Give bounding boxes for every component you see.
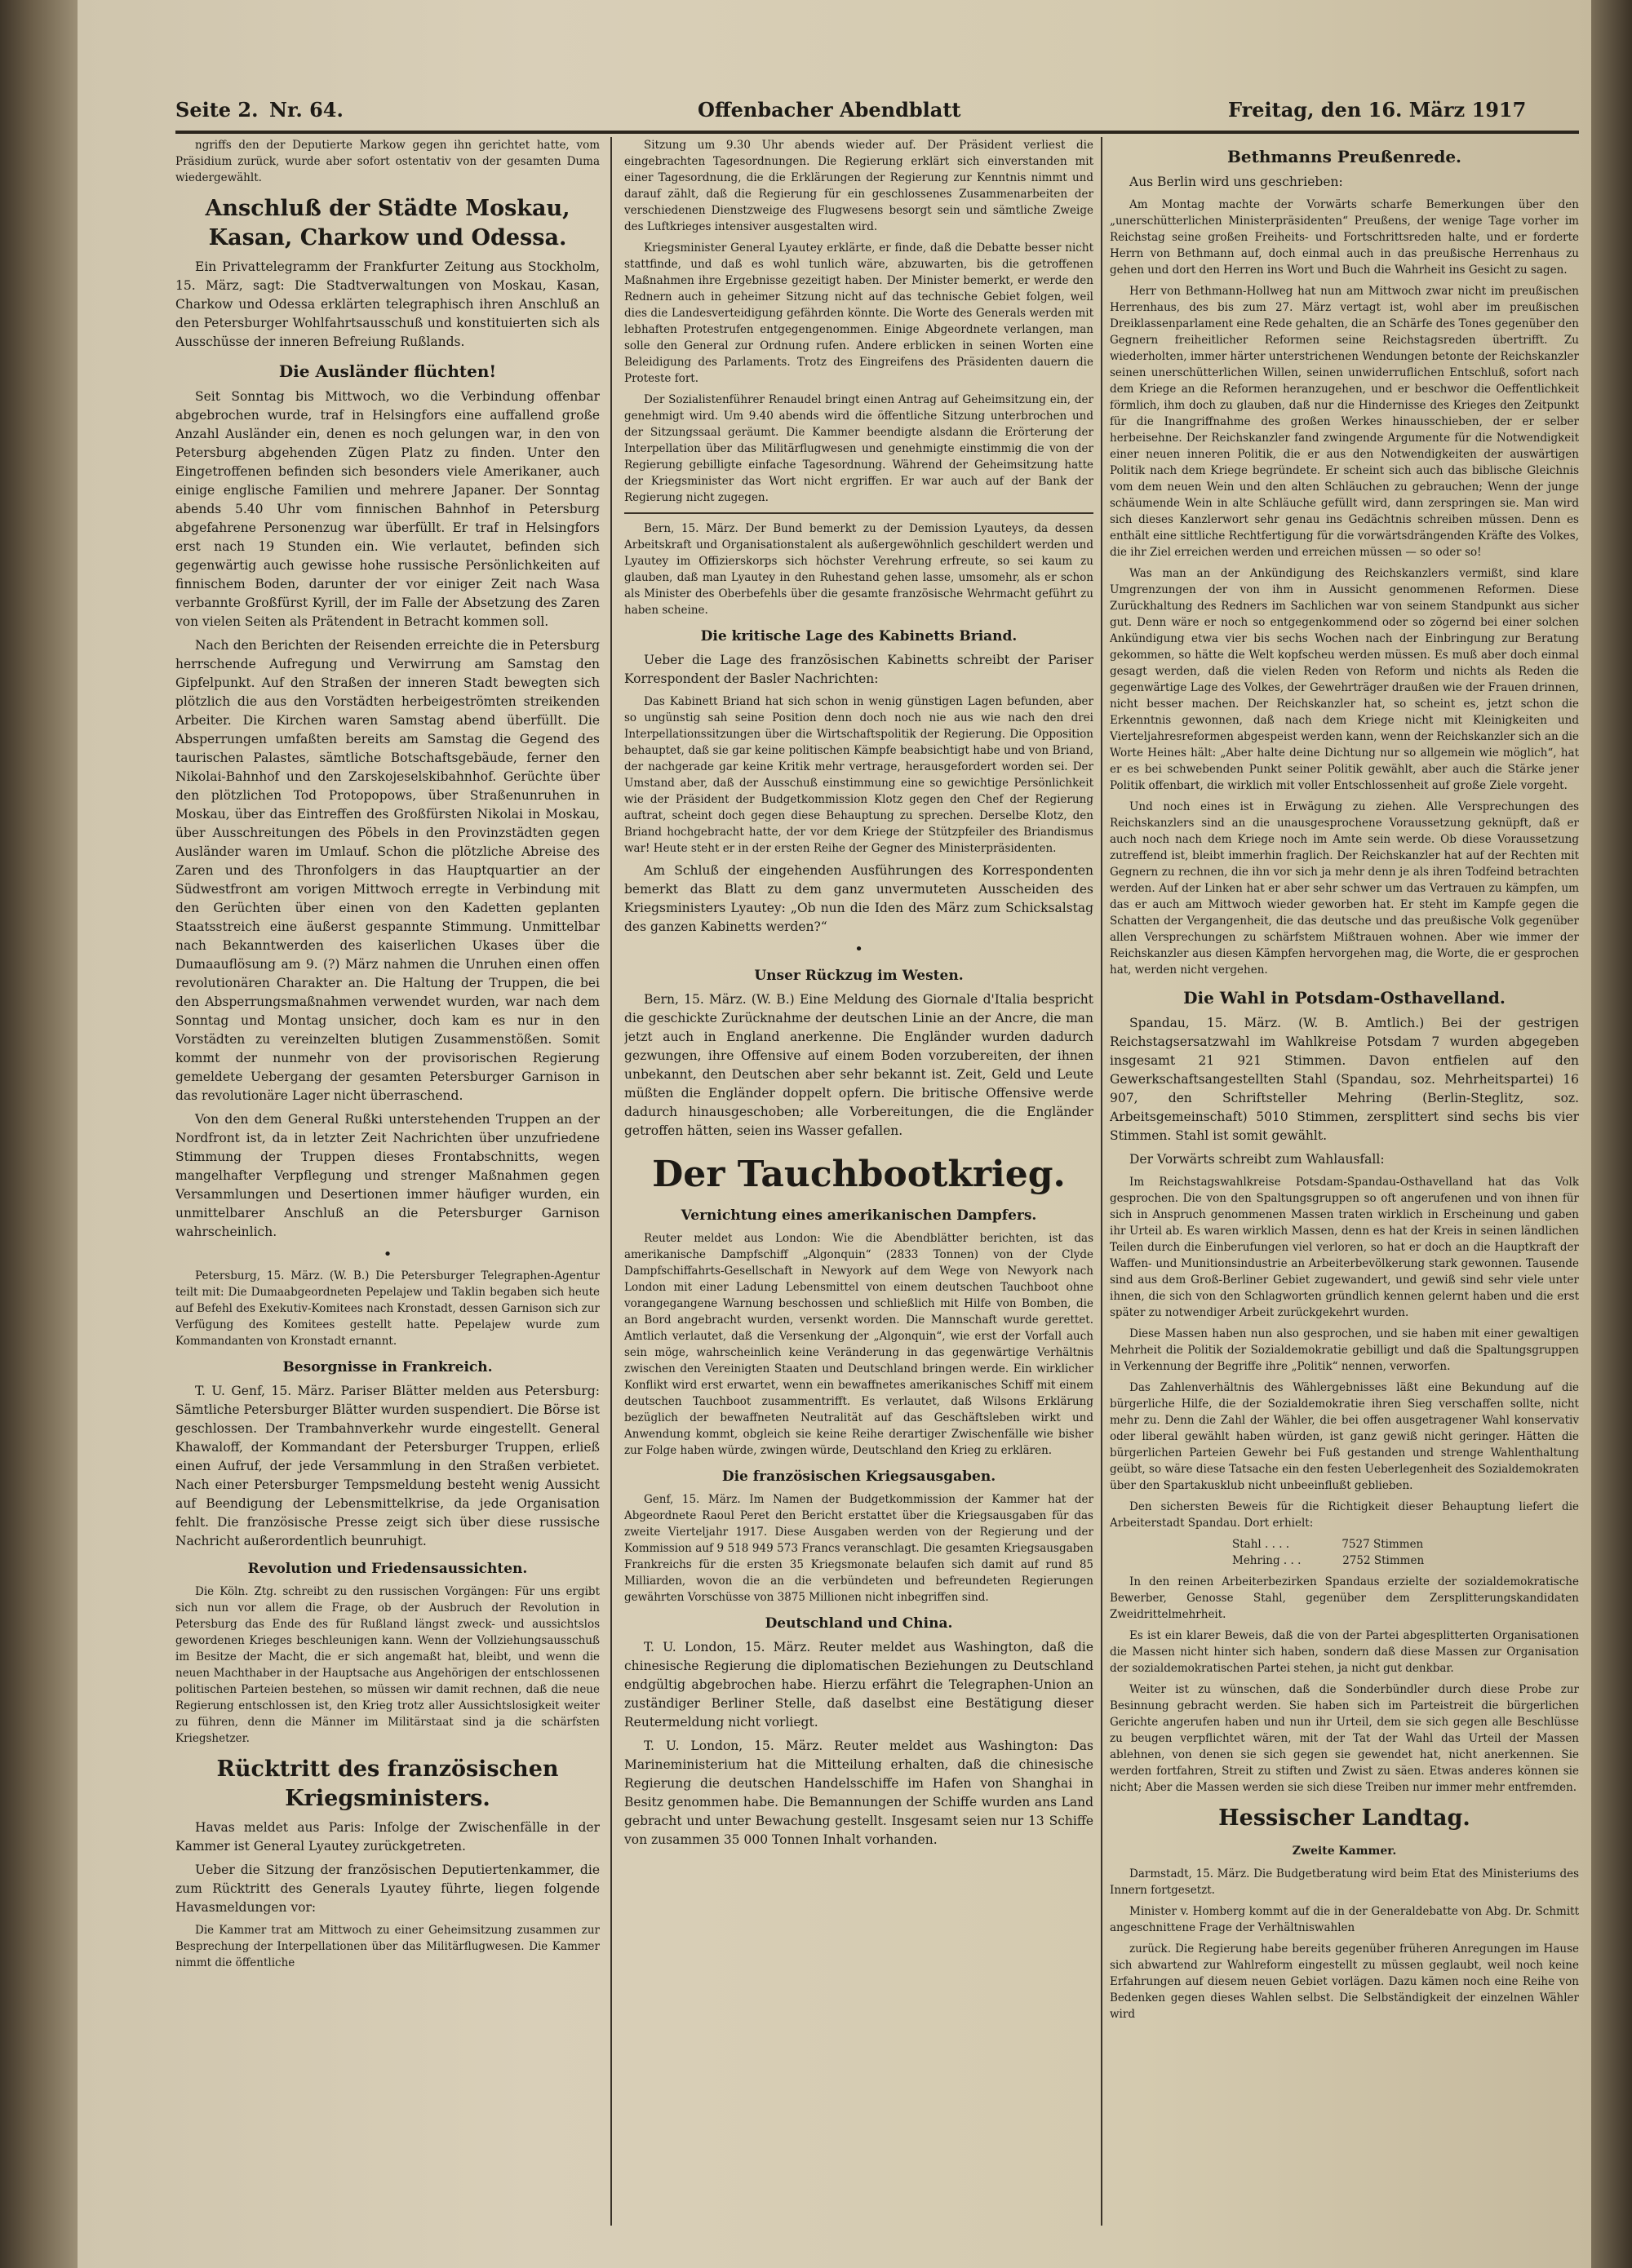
vote-row-stahl: Stahl . . . . 7527 Stimmen bbox=[1232, 1538, 1424, 1551]
article-text: Im Reichstagswahlkreise Potsdam-Spandau-Osthavelland hat das Volk gesprochen. Die von den Spaltungsgruppen so oft angerufenen und von ihnen für sich in Anspruch genommenen Massen traten wirklich in Erscheinung und gaben ihr Urteil ab. Es waren wirklich Massen, denn es hat der Kreis in seinen ländlichen Teilen durch die Einberufungen viel verloren, so hat er doch an die Hauptkraft der Waffen- und Munitionsindustrie an Arbeiterbevölkerung stark gewonnen. Tausende sind aus dem Groß-Berliner Gebiet zugewandert, und gewiß sind sehr viele unter ihnen, die sich von den Schlagworten gründlich kennen gelernt haben und die erst später zu notwendiger Arbeit zurückgekehrt wurden. bbox=[1110, 1176, 1579, 1319]
binding-edge-left bbox=[0, 0, 78, 2268]
vote-count: 2752 Stimmen bbox=[1342, 1554, 1425, 1567]
subheadline: Zweite Kammer. bbox=[1292, 1845, 1397, 1858]
article-text: Das Zahlenverhältnis des Wählergebnisses läßt eine Bekundung auf die bürgerliche Hilfe, die der Sozialdemokratie ihren Sieg verschaffen sollte, nicht mehr zu. Denn die Zahl der Wähler, die bei offen ausgetragener Wahl konservativ oder liberal gewählt haben würden, ist ganz gewiß nicht geringer. Hätten die bürgerlichen Parteien Gewehr bei Fuß gestanden und strenge Wahlenthaltung geübt, so wäre diese Tatsache ein den festen Ueberlegenheit des Sozialdemokraten über den Spartakusklub nicht unbeeinflußt geblieben. bbox=[1110, 1381, 1579, 1492]
article-text: Das Kabinett Briand hat sich schon in wenig günstigen Lagen befunden, aber so ungünstig sah seine Position denn doch noch nie aus wie nach den drei Interpellationssitzungen über die Wirtschaftspolitik der Regierung. Die Opposition behauptet, daß sie gar keine politischen Kämpfe beabsichtigt habe und von Briand, der nachgerade gar keine Kritik mehr vertrage, herausgefordert worden sei. Der Umstand aber, daß der Ausschuß einstimmung eine so gewichtige Persönlichkeit wie der Präsident der Budgetkommission Klotz gegen den Chef der Regierung auftrat, scheint doch gegen diese Behauptung zu sprechen. Derselbe Klotz, den Briand hochgebracht hatte, der vor dem Kriege der Stützpfeiler des Briandismus war! Heute steht er in der ersten Reihe der Gegner des Ministerpräsidenten. bbox=[624, 695, 1093, 855]
headline: Rücktritt des französischen Kriegsministers. bbox=[216, 1756, 559, 1811]
separator-dot: • bbox=[854, 941, 863, 958]
article-text: Und noch eines ist in Erwägung zu ziehen. Alle Versprechungen des Reichskanzlers sind an die unausgesprochene Voraussetzung geknüpft, daß er auch noch nach dem Kriege noch im Amte sein werde. Ob diese Voraussetzung zutreffend ist, bleibt immerhin fraglich. Der Reichskanzler hat auf der Rechten mit Gegnern zu rechnen, die ihn vor sich ja mehr denn je als ihren Todfeind betrachten werden. Auf der Linken hat er aber sehr schwer um das Vertrauen zu kämpfen, um das er auch am Mittwoch wieder geworben hat. Er steht im Kampfe gegen die Schatten der Vergangenheit, die das deutsche und das preußische Volk gegenüber allen Versprechungen zu schärfstem Mißtrauen wohnen. Aber wie immer der Reichskanzler aus diesen Kämpfen hervorgehen mag, die Worte, die er gesprochen hat, werden nicht vergehen. bbox=[1110, 800, 1579, 977]
article-text: Am Schluß der eingehenden Ausführungen des Korrespondenten bemerkt das Blatt zu dem ganz unvermuteten Ausscheiden des Kriegsministers Lyautey: „Ob nun die Iden des März zum Schicksalstag des ganzen Kabinetts werden?“ bbox=[624, 863, 1093, 934]
headline: Bethmanns Preußenrede. bbox=[1226, 147, 1462, 166]
article-text: Bern, 15. März. (W. B.) Eine Meldung des Giornale d'Italia bespricht die geschickte Zurücknahme der deutschen Linie an der Ancre, die man jetzt auch in England anerkenne. Die Engländer wurden dadurch gezwungen, ihre Offensive auf einem Boden vorzubereiten, der ihnen unbekannt, den Deutschen aber sehr bekannt ist. Zeit, Geld und Leute müßten die Engländer doppelt opfern. Die britische Offensive werde dadurch hinausgeschoben; alle Vorbereitungen, die die Engländer getroffen hätten, seien ins Wasser gefallen. bbox=[624, 992, 1093, 1138]
article-text: Minister v. Homberg kommt auf die in der Generaldebatte von Abg. Dr. Schmitt angeschnittene Frage der Verhältniswahlen bbox=[1110, 1905, 1579, 1934]
article-text: Seit Sonntag bis Mittwoch, wo die Verbindung offenbar abgebrochen wurde, traf in Helsingfors eine auffallend große Anzahl Ausländer ein, denen es noch gelungen war, in den von Petersburg abgehenden Zügen Platz zu finden. Unter den Eingetroffenen befinden sich besonders viele Amerikaner, auch einige englische Familien und mehrere Japaner. Der Sonntag abends 5.40 Uhr vom finnischen Bahnhof in Petersburg abgefahrene Personenzug war überfüllt. Er traf in Helsingfors erst nach 19 Stunden ein. Wie verlautet, befinden sich gegenwärtig auch gewisse hohe russische Persönlichkeiten auf finnischem Boden, darunter der vor einiger Zeit nach Wasa verbannte Großfürst Kyrill, der im Falle der Absetzung des Zaren von vielen Seiten als Prätendent in Betracht kommen soll. bbox=[175, 389, 600, 629]
article-text: Spandau, 15. März. (W. B. Amtlich.) Bei der gestrigen Reichstagsersatzwahl im Wahlkreise Potsdam 7 wurden abgegeben insgesamt 21 921 Stimmen. Davon entfielen auf den Gewerkschaftsangestellten Stahl (Spandau, soz. Mehrheitspartei) 16 907, den Schriftsteller Mehring (Berlin-Steglitz, soz. Arbeitsgemeinschaft) 5010 Stimmen, zersplittert sind sechs bis vier Stimmen. Stahl ist somit gewählt. bbox=[1110, 1016, 1579, 1143]
article-text: Havas meldet aus Paris: Infolge der Zwischenfälle in der Kammer ist General Lyautey zurückgetreten. bbox=[175, 1820, 600, 1854]
headline: Unser Rückzug im Westen. bbox=[754, 968, 964, 984]
article-text: Den sichersten Beweis für die Richtigkeit dieser Behauptung liefert die Arbeiterstadt Spandau. Dort erhielt: bbox=[1110, 1500, 1579, 1530]
article-text: zurück. Die Regierung habe bereits gegenüber früheren Anregungen im Hause sich abwartend zur Wahlreform eingestellt zu müssen geglaubt, weil noch keine Erfahrungen auf diesem neuen Gebiet vorlägen. Dazu kämen noch eine Reihe von Bedenken gegen dieses Wahlen selbst. Die Selbständigkeit der einzelnen Wähler wird bbox=[1110, 1942, 1579, 2021]
column-rule bbox=[610, 137, 612, 2226]
article-text: Petersburg, 15. März. (W. B.) Die Petersburger Telegraphen-Agentur teilt mit: Die Dumaabgeordneten Pepelajew und Taklin begaben sich heute auf Befehl des Exekutiv-Komitees nach Kronstadt, dessen Garnison sich zur Verfügung des Komitees gestellt hatte. Pepelajew wurde zum Kommandanten von Kronstadt ernannt. bbox=[175, 1269, 600, 1348]
page-edge-right bbox=[1591, 0, 1632, 2268]
candidate-name: Mehring bbox=[1232, 1554, 1280, 1567]
article-text: Weiter ist zu wünschen, daß die Sonderbündler durch diese Probe zur Besinnung gebracht werden. Sie haben sich im Parteistreit die bürgerlichen Gerichte angerufen haben und nun ihr Urteil, dem sie sich gegen alle Beschlüsse zu beugen verpflichtet wären, mit der Tat der Wahl das Urteil der Massen ablehnen, von denen sie sich gegen sie gewendet hat, nicht anerkennen. Sie werden fortfahren, Streit zu stiften und Zwist zu säen. Etwas anderes können sie nicht; Aber die Massen werden sie sich diese Treiben nur immer mehr entfremden. bbox=[1110, 1683, 1579, 1794]
article-text: Von den dem General Rußki unterstehenden Truppen an der Nordfront ist, da in letzter Zeit Nachrichten über unzufriedene Stimmung der Truppen dieses Frontabschnitts, wegen mangelhafter Verpflegung und strenger Maßnahmen gegen Versammlungen und Desertionen immer häufiger wurden, ein unmittelbarer Anschluß an die Petersburger Garnison wahrscheinlich. bbox=[175, 1112, 600, 1239]
headline: Vernichtung eines amerikanischen Dampfers. bbox=[681, 1207, 1037, 1224]
article-text: Ueber die Sitzung der französischen Deputiertenkammer, die zum Rücktritt des Generals Lyautey führte, liegen folgende Havasmeldungen vor: bbox=[175, 1863, 600, 1915]
article-text: Genf, 15. März. Im Namen der Budgetkommission der Kammer hat der Abgeordnete Raoul Peret den Bericht erstattet über die Kriegsausgaben für das zweite Vierteljahr 1917. Diese Ausgaben werden von der Regierung und der Kommission auf 9 518 949 573 Francs veranschlagt. Die gesamten Kriegsausgaben Frankreichs für die ersten 35 Kriegsmonate belaufen sich damit auf rund 85 Milliarden, wovon die an die verbündeten und befreundeten Regierungen gewährten Vorschüsse von 3875 Millionen nicht inbegriffen sind. bbox=[624, 1493, 1093, 1604]
headline-major: Der Tauchbootkrieg. bbox=[652, 1154, 1066, 1195]
masthead bbox=[175, 98, 1587, 131]
headline: Hessischer Landtag. bbox=[1218, 1805, 1470, 1831]
article-text: Ueber die Lage des französischen Kabinetts schreibt der Pariser Korrespondent der Basler Nachrichten: bbox=[624, 653, 1093, 686]
article-text: T. U. London, 15. März. Reuter meldet aus Washington, daß die chinesische Regierung die diplomatischen Beziehungen zu Deutschland endgültig abgebrochen habe. Hierzu erfährt die Telegraphen-Union an zuständiger Berliner Stelle, daß daselbst eine Bestätigung dieser Reutermeldung nicht vorliegt. bbox=[624, 1640, 1093, 1730]
article-text: Aus Berlin wird uns geschrieben: bbox=[1129, 175, 1343, 189]
headline: Besorgnisse in Frankreich. bbox=[282, 1359, 493, 1375]
article-text: T. U. London, 15. März. Reuter meldet aus Washington: Das Marineministerium hat die Mitteilung erhalten, daß die chinesische Regierung die deutschen Handelsschiffe im Hafen von Shanghai in Besitz genommen habe. Die Bemannungen der Schiffe wurden ans Land gebracht und unter Bewachung gestellt. Insgesamt seien nur 13 Schiffe von zusammen 35 000 Tonnen Inhalt vorhanden. bbox=[624, 1739, 1093, 1847]
masthead-rule bbox=[175, 131, 1579, 134]
article-text: ngriffs den der Deputierte Markow gegen ihn gerichtet hatte, vom Präsidium zurück, wurde aber sofort ostentativ von der gesamten Duma wiedergewählt. bbox=[175, 139, 600, 184]
article-text: Der Sozialistenführer Renaudel bringt einen Antrag auf Geheimsitzung ein, der genehmigt wird. Um 9.40 abends wird die öffentliche Sitzung unterbrochen und der Sitzungssaal geräumt. Die Kammer beendigte alsdann die Erörterung der Interpellation über das Militärflugwesen und genehmigte einstimmig die von der Regierung gebilligte einfache Tagesordnung. Während der Geheimsitzung hatte der Kriegsminister das Wort nicht ergriffen. Er war auch auf der Bank der Regierung nicht zugegen. bbox=[624, 393, 1093, 504]
article-text: Sitzung um 9.30 Uhr abends wieder auf. Der Präsident verliest die eingebrachten Tagesordnungen. Die Regierung erklärt sich einverstanden mit einer Tagesordnung, die die Erklärungen der Regierung zur Kenntnis nimmt und darauf zählt, daß die Regierung für ein geschlossenes Zusammenarbeiten der verschiedenen Dienstzweige des Flugwesens besorgt sein und sämtliche Zweige des Luftkrieges intensiver ausgestalten wird. bbox=[624, 139, 1093, 233]
article-text: In den reinen Arbeiterbezirken Spandaus erzielte der sozialdemokratische Bewerber, Genosse Stahl, gegenüber dem Zersplitterungskandidaten Zweidrittelmehrheit. bbox=[1110, 1575, 1579, 1621]
issue-number: Nr. 64. bbox=[269, 98, 344, 122]
article-text: Der Vorwärts schreibt zum Wahlausfall: bbox=[1129, 1152, 1385, 1167]
article-text: Am Montag machte der Vorwärts scharfe Bemerkungen über den „unerschütterlichen Ministerpräsidenten“ Preußens, der wenige Tage vorher im Reichstag seine großen Freiheits- und Fortschrittsreden halte, und er forderte Herrn von Bethmann auf, doch einmal auch in das preußische Herrenhaus zu gehen und dort den Herren ins Wort und Buch die Wahrheit ins Gesicht zu sagen. bbox=[1110, 198, 1579, 277]
article-text: Reuter meldet aus London: Wie die Abendblätter berichten, ist das amerikanische Dampfschiff „Algonquin“ (2833 Tonnen) von der Clyde Dampfschiffahrts-Gesellschaft in Newyork auf dem Wege von Newyork nach London mit einer Ladung Lebensmittel von einem deutschen Tauchboot ohne vorangegangene Warnung beschossen und schließlich mit Hilfe von Bomben, die an Bord angebracht wurden, versenkt worden. Die Mannschaft wurde gerettet. Amtlich verlautet, daß die Versenkung der „Algonquin“, wie erst der Vorfall auch sein möge, wahrscheinlich keine Veränderung in das gegenwärtige Verhältnis zwischen den Vereinigten Staaten und Deutschland bringen werde. Ein wirklicher Konflikt wird erst erwartet, wenn ein bewaffnetes amerikanisches Schiff mit einem deutschen Tauchboot zusammentrifft. Es verlautet, daß Wilsons Erklärung bezüglich der bewaffneten Neutralität auf das Geschäftsleben wirkt und Anwendung kommt, obgleich sie keine Reihe derartiger Zwischenfälle wie bisher zur Folge haben würde, zwingen würde, Deutschland den Krieg zu erklären. bbox=[624, 1232, 1093, 1457]
headline: Die kritische Lage des Kabinetts Briand. bbox=[700, 628, 1018, 645]
article-text: Es ist ein klarer Beweis, daß die von der Partei abgesplitterten Organisationen die Massen nicht hinter sich haben, sondern daß diese Massen zur Organisation der sozialdemokratischen Partei stehen, ja nicht gut denkbar. bbox=[1110, 1629, 1579, 1675]
article-text: Darmstadt, 15. März. Die Budgetberatung wird beim Etat des Ministeriums des Innern fortgesetzt. bbox=[1110, 1867, 1579, 1897]
vote-row-mehring: Mehring . . . 2752 Stimmen bbox=[1232, 1554, 1425, 1567]
headline: Die Ausländer flüchten! bbox=[278, 361, 497, 381]
article-text: Die Köln. Ztg. schreibt zu den russischen Vorgängen: Für uns ergibt sich nun vor allem die Frage, ob der Ausbruch der Revolution in Petersburg das Ende des für Rußland längst zweck- und aussichtslos gewordenen Krieges beschleunigen kann. Wenn der Vollziehungsausschuß im Besitze der Macht, die er sich angemaßt hat, bleibt, und wenn die neuen Machthaber in der Hauptsache aus Angehörigen der entschlossenen politischen Parteien bestehen, so müssen wir damit rechnen, daß die neue Regierung entschlossen ist, den Krieg trotz aller Aussichtslosigkeit weiter zu führen, denn die Männer im Militärstaat sind ja die schärfsten Kriegshetzer. bbox=[175, 1585, 600, 1745]
headline: Anschluß der Städte Moskau, Kasan, Charkow und Odessa. bbox=[205, 196, 570, 250]
vote-count: 7527 Stimmen bbox=[1342, 1538, 1424, 1551]
headline: Die französischen Kriegsausgaben. bbox=[721, 1468, 996, 1485]
section-rule bbox=[624, 512, 1093, 514]
separator-dot: • bbox=[383, 1246, 392, 1263]
article-text: Herr von Bethmann-Hollweg hat nun am Mittwoch zwar nicht im preußischen Herrenhaus, des bis zum 27. März vertagt ist, wohl aber im preußischen Dreiklassenparlament eine Rede gehalten, die an Schärfe des Tones gegenüber den Gegnern freiheitlicher Reformen seine Reichstagsreden übertrifft. Zu wiederholten, immer härter unterstrichenen Wendungen betonte der Reichskanzler seinen unerschütterlichen Willen, seinen unwiderruflichen Entschluß, sofort nach dem Kriege an die Reformen heranzugehen, und er beschwor die Oeffentlichkeit förmlich, ihm doch zu glauben, daß nur die Hindernisse des Krieges den Zeitpunkt für die Inangriffnahme des großen Werkes hinausschieben, der er selber herbeisehne. Der Reichskanzler fand zwingende Argumente für die Notwendigkeit einer neuen inneren Politik, die er aus den Notwendigkeiten der auswärtigen Politik nach dem Kriege begründete. Er scheint sich auch das biblische Gleichnis vom dem neuen Wein und den alten Schläuchen zu gebrauchen; Wenn der junge schäumende Wein in alte Schläuche gefüllt wird, dann zerspringen sie. Man wird sich dieses Kanzlerwort sehr genau ins Gedächtnis schreiben müssen. Denn es enthält eine sittliche Rechtfertigung für die vorwärtsdrängenden Kräfte des Volkes, die ihr Ziel erreichen werden und erreichen müssen — so oder so! bbox=[1110, 285, 1579, 559]
column-left bbox=[175, 137, 600, 2227]
column-middle bbox=[624, 137, 1093, 2227]
article-text: Kriegsminister General Lyautey erklärte, er finde, daß die Debatte besser nicht stattfinde, und daß es wohl tunlich wäre, abzuwarten, bis die getroffenen Maßnahmen ihre Ergebnisse gezeitigt haben. Der Minister bemerkt, er werde den Rednern auch in geheimer Sitzung nicht auf das technische Gebiet folgen, weil dies die Landesverteidigung gefährden könnte. Die Worte des Generals werden mit lebhaften Protestrufen entgegengenommen. Einige Abgeordnete verlangen, man solle den General zur Ordnung rufen. Andere erblicken in seinen Worten eine Beleidigung des Parlaments. Trotz des Eingreifens des Präsidenten dauern die Proteste fort. bbox=[624, 241, 1093, 385]
headline: Die Wahl in Potsdam-Osthavelland. bbox=[1183, 988, 1506, 1008]
issue-date: Freitag, den 16. März 1917 bbox=[1228, 98, 1527, 122]
headline: Revolution und Friedensaussichten. bbox=[247, 1561, 528, 1577]
article-text: Nach den Berichten der Reisenden erreichte die in Petersburg herrschende Aufregung und Verwirrung am Samstag den Gipfelpunkt. Auf den Straßen der inneren Stadt bewegten sich plötzlich die aus den Vorstädten herbeigeströmten streikenden Arbeiter. Die Kirchen waren Samstag abend überfüllt. Die Absperrungen umfaßten bereits am Samstag die Gegend des taurischen Palastes, sämtliche Botschaftsgebäude, ferner den Nikolai-Bahnhof und den Zarskojeselskibahnhof. Gerüchte über den plötzlichen Tod Protopopows, über Straßenunruhen in Moskau, über das Eintreffen des Großfürsten Nikolai in Moskau, über Ausschreitungen des Pöbels in den Provinzstädten gegen Ausländer waren im Umlauf. Schon die plötzliche Abreise des Zaren und des Thronfolgers in das Hauptquartier an der Südwestfront am vorigen Mittwoch erregte in Verbindung mit den Gerüchten über einen von den Kadetten geplanten Staatsstreich eine äußerst gespannte Stimmung. Unmittelbar nach Bekanntwerden des kaiserlichen Ukases über die Dumaauflösung am 9. (?) März nahmen die Unruhen einen offen revolutionären Charakter an. Die Haltung der Truppen, die bei den Absperrungsmaßnahmen verwendet wurden, war nach dem Sonntag und Montag unsicher, doch kam es nur in den Vorstädten zu vereinzelten blutigen Zusammenstößen. Somit kommt der nunmehr von der provisorischen Regierung gemeldete Uebergang der gesamten Petersburger Garnison in das revolutionäre Lager nicht überraschend. bbox=[175, 638, 600, 1103]
headline: Deutschland und China. bbox=[765, 1615, 953, 1632]
candidate-name: Stahl bbox=[1232, 1538, 1262, 1551]
article-text: Was man an der Ankündigung des Reichskanzlers vermißt, sind klare Umgrenzungen der von ihm in Aussicht genommenen Reformen. Diese Zurückhaltung des Redners im Sachlichen war von seinem Standpunkt aus sicher gut. Denn wäre er noch so entgegenkommend oder so zögernd bei einer solchen Ankündigung etwa vier bis sechs Wochen nach der Einbringung zur Beratung gekommen, so hätte die Welt kopfscheu werden müssen. Es muß aber doch einmal gesagt werden, daß die vielen Reden von Reform und nichts als Reden die gegenwärtige Lage des Volkes, der Gewehrträger draußen wie der Frauen drinnen, nicht besser machen. Der Reichskanzler hat, so scheint es, jetzt schon die Erkenntnis gewonnen, daß nach dem Kriege nicht mit Kleinigkeiten und Vierteljahresreformen abgespeist werden kann, wenn der Reichskanzler sich an die Worte Heines hält: „Aber halte deine Dichtung nur so allgemein wie möglich“, hat er es bei schwebenden Punkt seiner Politik gewählt, aber auch die Stärke jener Politik offenbart, die wirklich mit voller Entschlossenheit auf große Ziele vorgeht. bbox=[1110, 567, 1579, 792]
article-text: T. U. Genf, 15. März. Pariser Blätter melden aus Petersburg: Sämtliche Petersburger Blätter wurden suspendiert. Die Börse ist geschlossen. Der Trambahnverkehr wurde eingestellt. General Khawaloff, der Kommandant der Petersburger Truppen, erließ einen Aufruf, der jede Versammlung in den Straßen verbietet. Nach einer Petersburger Tempsmeldung besteht wenig Aussicht auf Beendigung der Lebensmittelkrise, da jede Organisation fehlt. Die französische Presse zeigt sich über diese russische Nachricht außerordentlich beunruhigt. bbox=[175, 1384, 600, 1548]
column-right bbox=[1110, 137, 1579, 2227]
article-text: Diese Massen haben nun also gesprochen, und sie haben mit einer gewaltigen Mehrheit die Politik der Sozialdemokratie gebilligt und daß die Spaltungsgruppen in Verkennung der Begriffe ihre „Politik“ nennen, verworfen. bbox=[1110, 1327, 1579, 1373]
column-rule bbox=[1101, 137, 1102, 2226]
article-text: Die Kammer trat am Mittwoch zu einer Geheimsitzung zusammen zur Besprechung der Interpellationen über das Militärflugwesen. Die Kammer nimmt die öffentliche bbox=[175, 1924, 600, 1969]
page-number: Seite 2. bbox=[175, 98, 259, 122]
article-text: Bern, 15. März. Der Bund bemerkt zu der Demission Lyauteys, da dessen Arbeitskraft und Organisationstalent als außergewöhnlich geschildert werden und Lyautey im Offizierskorps sich höchster Verehrung erfreute, so sei kaum zu glauben, daß man Lyautey in den Ruhestand gehen lasse, umsomehr, als er schon als Minister des Oberbefehls über die gesamte französische Wehrmacht geführt zu haben scheine. bbox=[624, 522, 1093, 617]
article-text: Ein Privattelegramm der Frankfurter Zeitung aus Stockholm, 15. März, sagt: Die Stadtverwaltungen von Moskau, Kasan, Charkow und Odessa erklärten telegraphisch ihren Anschluß an den Petersburger Wohlfahrtsausschuß und konstituierten sich als Ausschüsse der inneren Befreiung Rußlands. bbox=[175, 259, 600, 349]
newspaper-title: Offenbacher Abendblatt bbox=[698, 98, 961, 122]
